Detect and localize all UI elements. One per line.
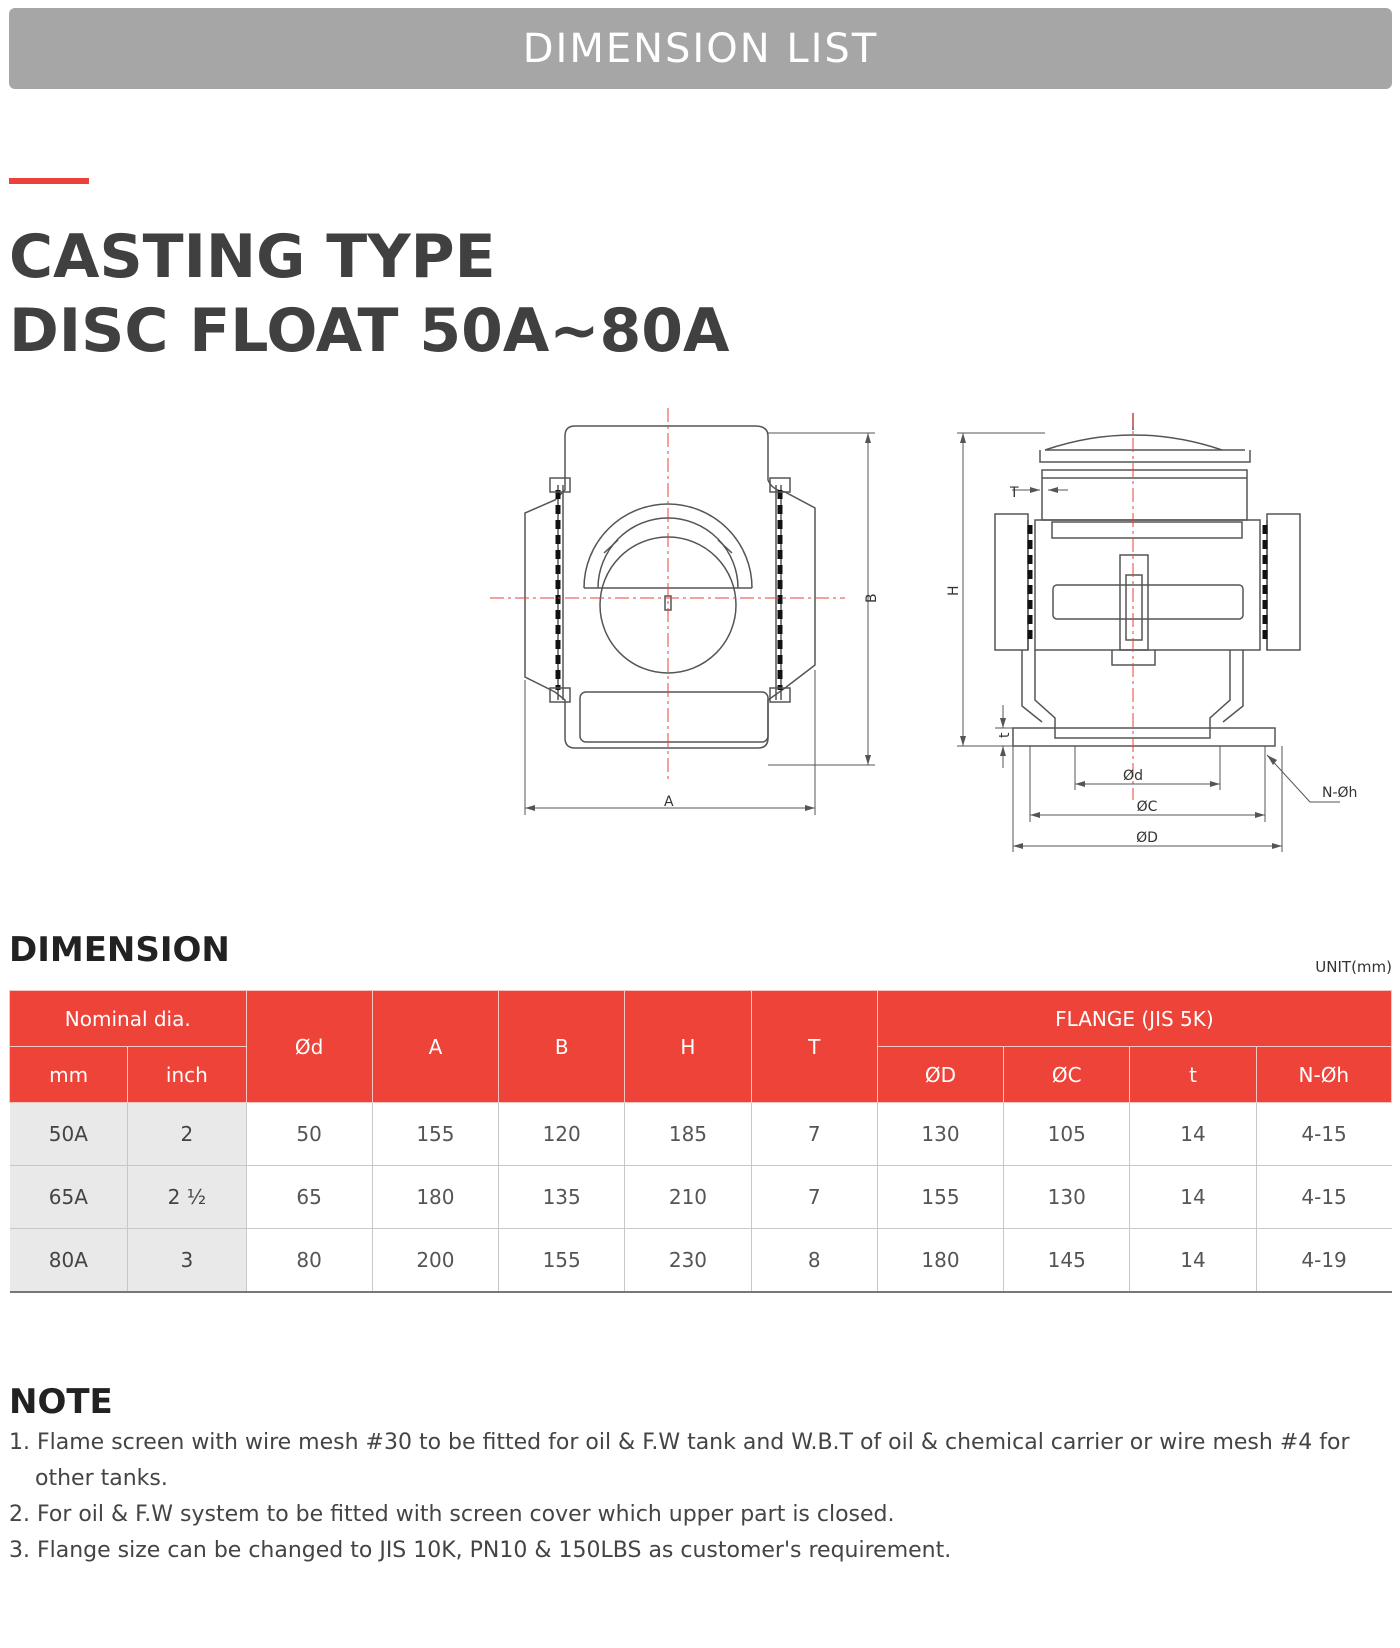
header-B: B (499, 991, 625, 1103)
table-row (10, 1229, 1392, 1293)
label-B: B (864, 593, 880, 603)
cell-Nh: 4-15 (1256, 1166, 1391, 1229)
cell-Nh: 4-15 (1256, 1103, 1391, 1166)
label-A: A (664, 794, 674, 810)
dimension-table (9, 990, 1392, 1293)
header-A: A (372, 991, 498, 1103)
cell-d: 65 (246, 1166, 372, 1229)
cell-D: 180 (877, 1229, 1003, 1293)
cell-inch: 2 ½ (128, 1166, 246, 1229)
cell-t: 14 (1130, 1166, 1256, 1229)
page-title-line1: CASTING TYPE (9, 222, 496, 292)
page-title-line2: DISC FLOAT 50A~80A (9, 296, 730, 366)
cell-T: 8 (751, 1229, 877, 1293)
cell-A: 200 (372, 1229, 498, 1293)
label-H: H (946, 585, 962, 596)
cell-t: 14 (1130, 1229, 1256, 1293)
note-item: 2. For oil & F.W system to be fitted with screen cover which upper part is closed. (9, 1502, 895, 1527)
cell-d: 50 (246, 1103, 372, 1166)
cell-A: 180 (372, 1166, 498, 1229)
table-row (10, 1103, 1392, 1166)
header-d: Ød (246, 991, 372, 1103)
technical-drawing (470, 405, 1370, 885)
cell-T: 7 (751, 1103, 877, 1166)
cell-t: 14 (1130, 1103, 1256, 1166)
header-H: H (625, 991, 751, 1103)
label-C: ØC (1136, 799, 1158, 815)
cell-mm: 65A (10, 1166, 128, 1229)
cell-d: 80 (246, 1229, 372, 1293)
note-item: 3. Flange size can be changed to JIS 10K, PN10 & 150LBS as customer's requirement. (9, 1538, 952, 1563)
note-heading: NOTE (9, 1382, 113, 1422)
cell-H: 230 (625, 1229, 751, 1293)
header-C: ØC (1004, 1047, 1130, 1103)
header-nominal: Nominal dia. (10, 991, 247, 1047)
header-t: t (1130, 1047, 1256, 1103)
cell-D: 155 (877, 1166, 1003, 1229)
cell-inch: 2 (128, 1103, 246, 1166)
cell-B: 120 (499, 1103, 625, 1166)
label-T: T (1010, 485, 1019, 501)
dimension-heading: DIMENSION (9, 930, 230, 970)
table-header-row (10, 991, 1392, 1047)
page-title (9, 220, 729, 368)
label-d: Ød (1123, 768, 1143, 784)
label-t: t (997, 732, 1013, 738)
cell-A: 155 (372, 1103, 498, 1166)
front-body-outline (525, 426, 815, 748)
cell-mm: 80A (10, 1229, 128, 1293)
cell-C: 130 (1004, 1166, 1130, 1229)
header-inch: inch (128, 1047, 246, 1103)
header-flange: FLANGE (JIS 5K) (877, 991, 1391, 1047)
note-list (9, 1425, 1392, 1569)
banner-title: DIMENSION LIST (522, 25, 879, 72)
cell-Nh: 4-19 (1256, 1229, 1391, 1293)
header-D: ØD (877, 1047, 1003, 1103)
cell-B: 135 (499, 1166, 625, 1229)
cell-C: 105 (1004, 1103, 1130, 1166)
cell-B: 155 (499, 1229, 625, 1293)
label-D: ØD (1136, 830, 1158, 846)
header-Nh: N-Øh (1256, 1047, 1391, 1103)
cell-C: 145 (1004, 1229, 1130, 1293)
cell-H: 210 (625, 1166, 751, 1229)
note-item: 1. Flame screen with wire mesh #30 to be fitted for oil & F.W tank and W.B.T of oil & chemical carrier or wire mesh #4 for other tanks. (9, 1430, 1350, 1491)
cell-T: 7 (751, 1166, 877, 1229)
table-row (10, 1166, 1392, 1229)
header-banner (9, 8, 1392, 89)
cell-H: 185 (625, 1103, 751, 1166)
header-mm: mm (10, 1047, 128, 1103)
unit-label: UNIT(mm) (1315, 958, 1392, 976)
accent-bar (9, 178, 89, 184)
cell-mm: 50A (10, 1103, 128, 1166)
label-Nh: N-Øh (1322, 785, 1358, 801)
cell-inch: 3 (128, 1229, 246, 1293)
cell-D: 130 (877, 1103, 1003, 1166)
header-T: T (751, 991, 877, 1103)
